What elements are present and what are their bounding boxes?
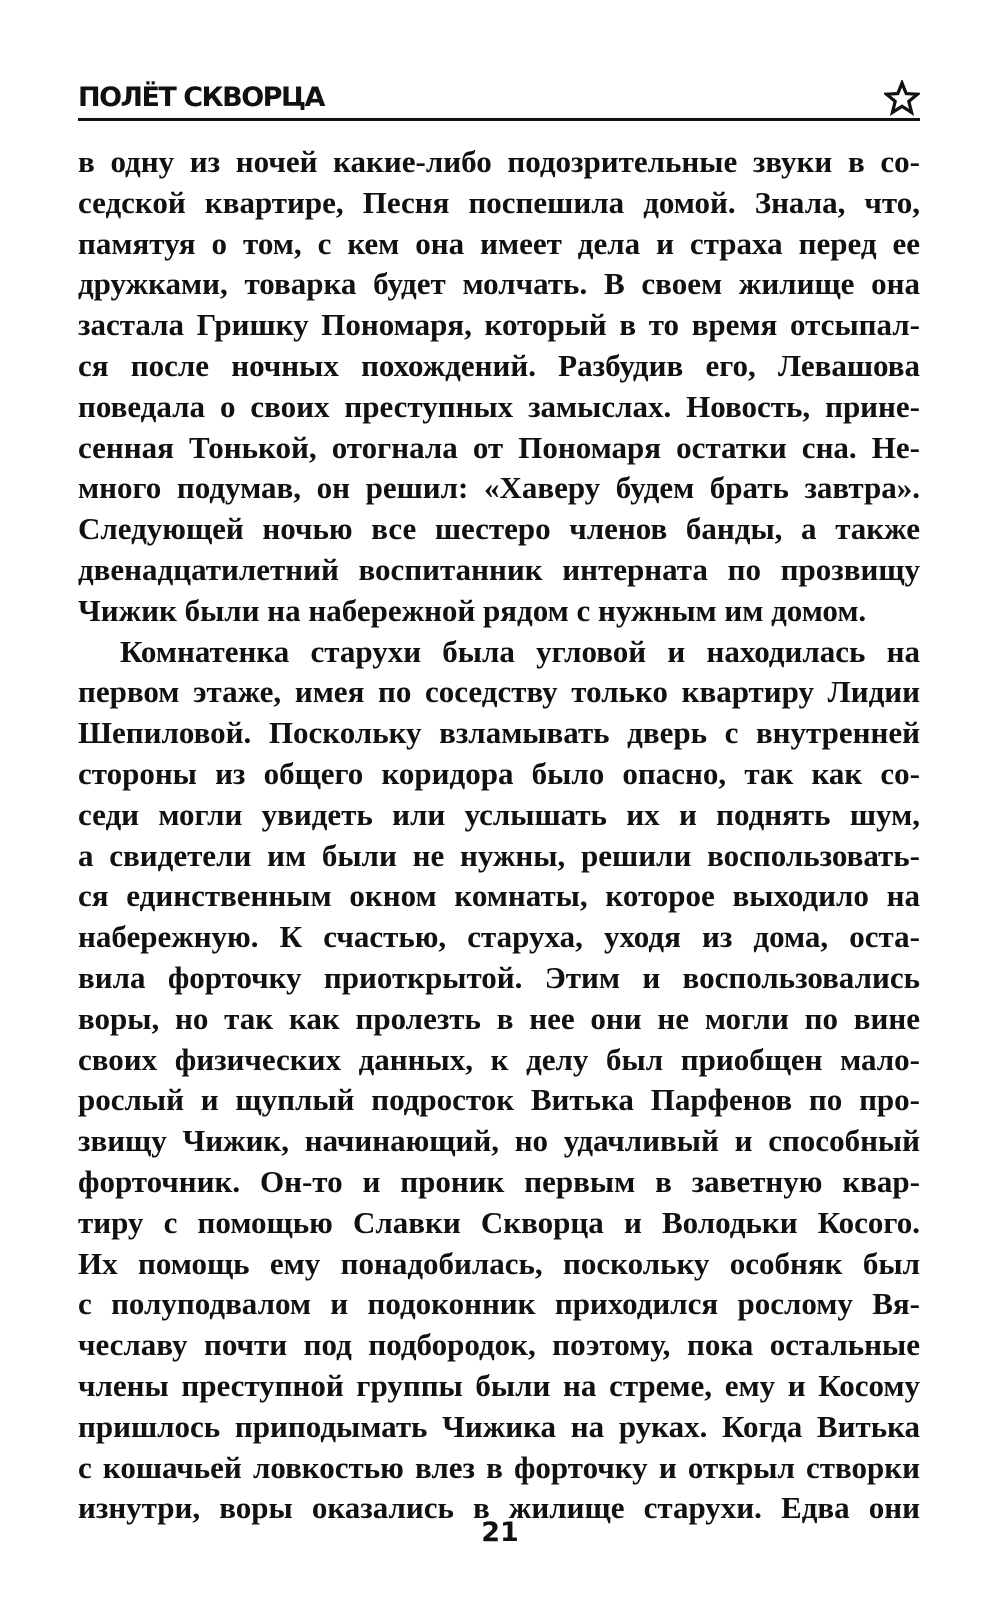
text-line: а свидетели им были не нужны, решили воспользовать- — [78, 837, 920, 873]
text-line: члены преступной группы были на стреме, ему и Косому — [78, 1367, 920, 1403]
text-line: поведала о своих преступных замыслах. Новость, прине- — [78, 388, 920, 424]
text-line: в одну из ночей какие-либо подозрительные звуки в со- — [78, 144, 920, 179]
text-line: Чижик были на набережной рядом с нужным им домом. — [78, 592, 867, 628]
text-line: двенадцатилетний воспитанник интерната по прозвищу — [78, 551, 920, 587]
text-line: Следующей ночью все шестеро членов банды, а также — [78, 511, 920, 547]
text-line: изнутри, воры оказались в жилище старухи. Едва они — [78, 1490, 920, 1526]
running-head — [78, 80, 920, 120]
text-line: седской квартире, Песня поспешила домой. Знала, что, — [78, 184, 920, 220]
body-text — [78, 142, 920, 1529]
text-line: с кошачьей ловкостью влез в форточку и открыл створки — [78, 1449, 920, 1485]
text-line: застала Гришку Пономаря, который в то время отсыпал- — [78, 307, 920, 343]
page-number: 21 — [481, 1517, 519, 1548]
text-line: тиру с помощью Славки Скворца и Володьки Косого. — [78, 1204, 920, 1240]
text-line: чеславу почти под подбородок, поэтому, пока остальные — [78, 1327, 920, 1363]
text-line: седи могли увидеть или услышать их и поднять шум, — [78, 796, 920, 832]
text-line: вила форточку приоткрытой. Этим и воспользовались — [78, 959, 920, 995]
text-line: Комнатенка старухи была угловой и находилась на — [120, 633, 920, 669]
text-line: дружками, товарка будет молчать. В своем жилище она — [78, 266, 920, 302]
text-line: сенная Тонькой, отогнала от Пономаря остатки сна. Не- — [78, 429, 920, 465]
text-line: памятуя о том, с кем она имеет дела и страха перед ее — [78, 225, 920, 261]
text-line: ся единственным окном комнаты, которое выходило на — [78, 878, 920, 914]
running-title: ПОЛЁТ СКВОРЦА — [78, 82, 324, 113]
text-line: звищу Чижик, начинающий, но удачливый и способный — [78, 1123, 920, 1159]
text-line: много подумав, он решил: «Хаверу будем брать завтра». — [78, 470, 920, 506]
text-line: набережную. К счастью, старуха, уходя из дома, оста- — [78, 919, 920, 955]
text-line: с полуподвалом и подоконник приходился рослому Вя- — [78, 1286, 920, 1322]
text-line: первом этаже, имея по соседству только квартиру Лидии — [78, 674, 920, 710]
text-line: своих физических данных, к делу был приобщен мало- — [78, 1041, 920, 1077]
text-line: ся после ночных похождений. Разбудив его, Левашова — [78, 347, 920, 383]
text-line: Их помощь ему понадобилась, поскольку особняк был — [78, 1245, 920, 1281]
text-line: воры, но так как пролезть в нее они не могли по вине — [78, 1000, 920, 1036]
star-icon — [884, 80, 920, 116]
text-line: форточник. Он-то и проник первым в заветную квар- — [78, 1163, 920, 1199]
text-line: стороны из общего коридора было опасно, так как со- — [78, 755, 920, 791]
header-rule — [78, 118, 920, 121]
text-line: пришлось приподымать Чижика на руках. Когда Витька — [78, 1408, 920, 1444]
text-line: Шепиловой. Поскольку взламывать дверь с внутренней — [78, 715, 920, 751]
text-line: рослый и щуплый подросток Витька Парфенов по про- — [78, 1082, 920, 1118]
